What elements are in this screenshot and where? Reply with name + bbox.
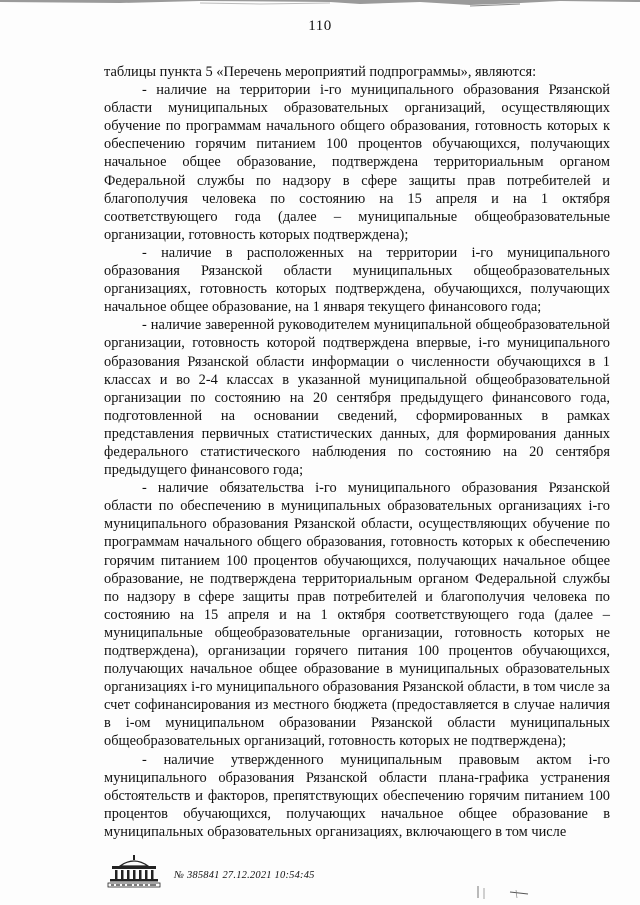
registration-number: 385841 [186, 870, 220, 881]
government-building-seal-icon [106, 854, 162, 888]
paragraph: - наличие заверенной руководителем муниципальной общеобразовательной организации, готовность которой подтверждена впервые, i-го муниципального образования Рязанской области информации о численности обучающихся в 1 классах и во 2-4 классах в указанной муниципальной общеобразовательной организации по состоянию на 20 сентября предыдущего финансового года, подготовленной на основании сведений, сформированных в рамках представления первичных статистических данных, для формирования данных федерального статистического наблюдения по состоянию на 20 сентября предыдущего финансового года; [104, 317, 610, 479]
paragraph: - наличие на территории i-го муниципального образования Рязанской области муниципальных образовательных организаций, осуществляющих обучение по программам начального общего образования, готовность которых к обеспечению горячим питанием 100 процентов обучающихся, получающих начальное общее образование, подтверждена территориальным органом Федеральной службы по надзору в сфере защиты прав потребителей и благополучия человека по состоянию на 15 апреля и на 1 октября соответствующего года (далее – муниципальные общеобразовательные организации, готовность которых подтверждена); [104, 82, 610, 243]
page-number: 110 [308, 18, 332, 34]
document-body [104, 63, 610, 841]
paragraph: - наличие обязательства i-го муниципального образования Рязанской области по обеспечению в муниципальных образовательных организациях i-го муниципального образования Рязанской области, осуществляющих обучение по программам начального общего образования, готовность которых к обеспечению горячим питанием 100 процентов обучающихся, получающих начальное общее образование, не подтверждена территориальным органом Федеральной службы по надзору в сфере защиты прав потребителей и благополучия человека по состоянию на 15 апреля и на 1 октября соответствующего года (далее – муниципальные общеобразовательные организации, готовность которых не подтверждена), организации горячего питания 100 процентов обучающихся, получающих начальное общее образование в муниципальных образовательных организациях i-го муниципального образования Рязанской области, в том числе за счет софинансирования из местного бюджета (предоставляется в случае наличия в i-ом муниципальном образовании Рязанской области муниципальных общеобразовательных организаций, готовность которых не подтверждена); [104, 480, 610, 750]
scan-edge-marks [470, 884, 530, 900]
scan-edge-artifact [0, 0, 640, 8]
paragraph: - наличие в расположенных на территории i-го муниципального образования Рязанской области муниципальных общеобразовательных организациях, готовность которых подтверждена, обучающихся, получающих начальное общее образование, на 1 января текущего финансового года; [104, 244, 610, 316]
registration-datetime: 27.12.2021 10:54:45 [222, 870, 315, 881]
paragraph: таблицы пункта 5 «Перечень мероприятий подпрограммы», являются: [104, 64, 537, 80]
paragraph: - наличие утвержденного муниципальным правовым актом i-го муниципального образования Рязанской области плана-графика устранения обстоятельств и факторов, препятствующих обеспечению горячим питанием 100 процентов обучающихся, получающих начальное общее образование в муниципальных образовательных организациях, включающего в том числе [104, 751, 610, 840]
registration-stamp [174, 870, 315, 881]
number-sign: № [174, 870, 185, 881]
